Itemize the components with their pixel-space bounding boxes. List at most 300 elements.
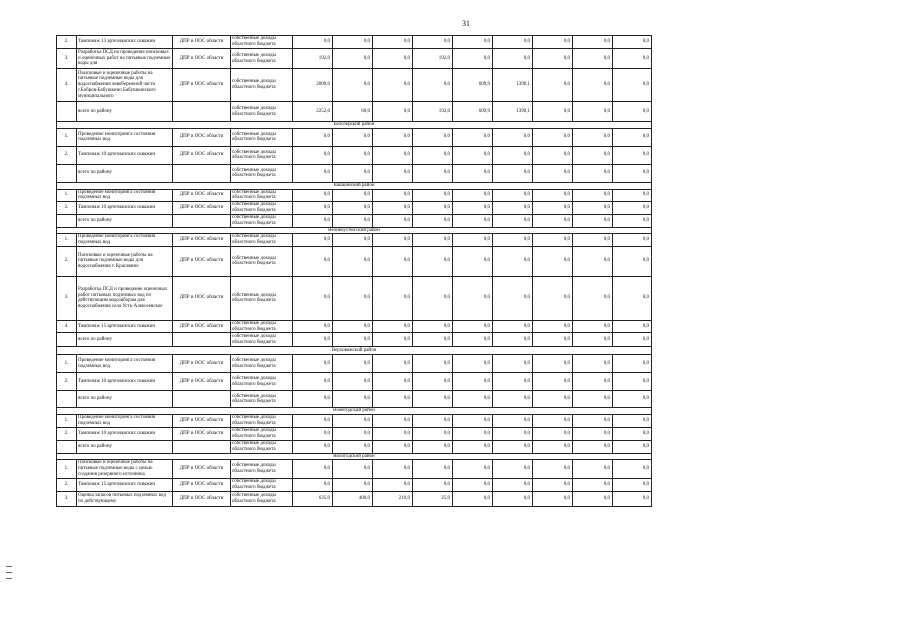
amount-cell: 0,0	[453, 36, 493, 49]
amount-cell: 0,0	[493, 146, 533, 164]
amount-cell: 400,0	[333, 491, 373, 506]
row-number	[57, 215, 77, 228]
amount-cell: 0,0	[613, 234, 652, 247]
row-number: 2.	[57, 428, 77, 441]
amount-cell: 0,0	[533, 415, 573, 428]
amount-cell: 0,0	[613, 164, 652, 182]
amount-cell: 0,0	[373, 146, 413, 164]
amount-cell: 2252,0	[293, 102, 333, 122]
amount-cell: 0,0	[373, 441, 413, 454]
funding-source: собственные доходы областного бюджета	[231, 373, 293, 391]
amount-cell: 0,0	[493, 49, 533, 69]
funding-source: собственные доходы областного бюджета	[231, 49, 293, 69]
amount-cell: 0,0	[373, 215, 413, 228]
amount-cell: 0,0	[613, 460, 652, 478]
amount-cell: 0,0	[613, 49, 652, 69]
executor: ДПР и ООС области	[173, 373, 231, 391]
amount-cell: 0,0	[533, 189, 573, 202]
executor	[173, 333, 231, 347]
amount-cell: 0,0	[493, 491, 533, 506]
funding-source: собственные доходы областного бюджета	[231, 202, 293, 215]
amount-cell: 0,0	[533, 215, 573, 228]
amount-cell: 0,0	[453, 49, 493, 69]
funding-source: собственные доходы областного бюджета	[231, 215, 293, 228]
amount-cell: 0,0	[613, 69, 652, 102]
amount-cell: 0,0	[413, 441, 453, 454]
amount-cell: 0,0	[453, 202, 493, 215]
amount-cell: 0,0	[573, 189, 613, 202]
row-number: 1.	[57, 128, 77, 146]
amount-cell: 0,0	[573, 164, 613, 182]
amount-cell: 0,0	[573, 102, 613, 122]
section-title: Вашкинский район	[57, 182, 652, 189]
amount-cell: 0,0	[293, 320, 333, 333]
measure-name: всего по району	[77, 391, 173, 408]
amount-cell: 60,0	[333, 102, 373, 122]
page-number: 31	[462, 19, 470, 28]
amount-cell: 0,0	[533, 491, 573, 506]
row-number: 2.	[57, 246, 77, 276]
measure-name: всего по району	[77, 333, 173, 347]
amount-cell: 0,0	[613, 276, 652, 320]
amount-cell: 0,0	[453, 189, 493, 202]
amount-cell: 0,0	[333, 189, 373, 202]
amount-cell: 0,0	[413, 36, 453, 49]
funding-source: собственные доходы областного бюджета	[231, 415, 293, 428]
amount-cell: 0,0	[613, 189, 652, 202]
amount-cell: 0,0	[293, 164, 333, 182]
amount-cell: 0,0	[333, 202, 373, 215]
measure-name: Тампонаж 10 артезианских скважин	[77, 373, 173, 391]
amount-cell: 0,0	[333, 355, 373, 373]
funding-source: собственные доходы областного бюджета	[231, 69, 293, 102]
amount-cell: 192,0	[413, 49, 453, 69]
amount-cell: 0,0	[333, 49, 373, 69]
amount-cell: 0,0	[373, 373, 413, 391]
amount-cell: 0,0	[413, 276, 453, 320]
amount-cell: 0,0	[453, 428, 493, 441]
amount-cell: 0,0	[333, 441, 373, 454]
amount-cell: 0,0	[533, 36, 573, 49]
section-header-row	[57, 408, 652, 415]
amount-cell: 0,0	[413, 460, 453, 478]
amount-cell: 0,0	[533, 478, 573, 491]
amount-cell: 0,0	[613, 246, 652, 276]
amount-cell: 0,0	[453, 164, 493, 182]
amount-cell: 0,0	[293, 355, 333, 373]
amount-cell: 0,0	[413, 333, 453, 347]
funding-source: собственные доходы областного бюджета	[231, 428, 293, 441]
executor: ДПР и ООС области	[173, 69, 231, 102]
amount-cell: 0,0	[333, 478, 373, 491]
measure-name: Тампонаж 10 артезианских скважин	[77, 428, 173, 441]
measure-name: Разработка ПСД и проведение оценочных работ питьевых подземных вод по действующим водозаборам для водоснабжения села Усть-Алексеевское	[77, 276, 173, 320]
amount-cell: 210,0	[373, 491, 413, 506]
row-number: 1.	[57, 189, 77, 202]
amount-cell: 0,0	[613, 415, 652, 428]
amount-cell: 0,0	[493, 355, 533, 373]
amount-cell: 0,0	[453, 234, 493, 247]
section-header-row	[57, 453, 652, 460]
amount-cell: 0,0	[453, 391, 493, 408]
funding-source: собственные доходы областного бюджета	[231, 146, 293, 164]
amount-cell: 0,0	[533, 69, 573, 102]
amount-cell: 0,0	[613, 102, 652, 122]
row-number: 4.	[57, 69, 77, 102]
table-row	[57, 234, 652, 247]
amount-cell: 0,0	[293, 460, 333, 478]
row-number	[57, 391, 77, 408]
amount-cell: 0,0	[493, 428, 533, 441]
amount-cell: 0,0	[453, 460, 493, 478]
amount-cell: 0,0	[293, 391, 333, 408]
executor: ДПР и ООС области	[173, 49, 231, 69]
amount-cell: 0,0	[613, 36, 652, 49]
amount-cell: 0,0	[573, 441, 613, 454]
executor	[173, 164, 231, 182]
amount-cell: 0,0	[613, 428, 652, 441]
executor: ДПР и ООС области	[173, 428, 231, 441]
amount-cell: 0,0	[573, 276, 613, 320]
amount-cell: 0,0	[373, 128, 413, 146]
amount-cell: 0,0	[373, 69, 413, 102]
amount-cell: 0,0	[293, 234, 333, 247]
table-row	[57, 320, 652, 333]
row-number	[57, 164, 77, 182]
amount-cell: 0,0	[373, 49, 413, 69]
amount-cell: 0,0	[373, 276, 413, 320]
row-number: 2.	[57, 146, 77, 164]
amount-cell: 0,0	[493, 128, 533, 146]
executor	[173, 391, 231, 408]
table-row	[57, 333, 652, 347]
amount-cell: 0,0	[573, 69, 613, 102]
amount-cell: 0,0	[373, 246, 413, 276]
amount-cell: 0,0	[493, 276, 533, 320]
amount-cell: 0,0	[293, 128, 333, 146]
budget-table	[56, 35, 652, 507]
amount-cell: 1390,1	[493, 102, 533, 122]
amount-cell: 0,0	[333, 276, 373, 320]
measure-name: Поисковые и оценочные работы на питьевые подземные воды для водоснабжения левобережной части г.Бобров-Бабушкино Бабушкинского муниципального	[77, 69, 173, 102]
amount-cell: 0,0	[373, 391, 413, 408]
executor: ДПР и ООС области	[173, 234, 231, 247]
amount-cell: 0,0	[493, 36, 533, 49]
amount-cell: 0,0	[573, 460, 613, 478]
amount-cell: 0,0	[573, 428, 613, 441]
amount-cell: 0,0	[333, 146, 373, 164]
amount-cell: 0,0	[533, 234, 573, 247]
section-header-row	[57, 347, 652, 355]
funding-source: собственные доходы областного бюджета	[231, 102, 293, 122]
executor: ДПР и ООС области	[173, 355, 231, 373]
amount-cell: 0,0	[573, 373, 613, 391]
executor: ДПР и ООС области	[173, 460, 231, 478]
amount-cell: 192,0	[413, 102, 453, 122]
amount-cell: 0,0	[293, 415, 333, 428]
amount-cell: 0,0	[453, 128, 493, 146]
measure-name: Тампонаж 15 артезианских скважин	[77, 478, 173, 491]
amount-cell: 0,0	[533, 246, 573, 276]
funding-source: собственные доходы областного бюджета	[231, 36, 293, 49]
amount-cell: 0,0	[413, 428, 453, 441]
budget-table-container	[56, 35, 651, 507]
funding-source: собственные доходы областного бюджета	[231, 128, 293, 146]
row-number: 3.	[57, 276, 77, 320]
measure-name: Проведение мониторинга состояния подземных вод	[77, 415, 173, 428]
amount-cell: 0,0	[413, 164, 453, 182]
row-number: 3.	[57, 49, 77, 69]
measure-name: всего по району	[77, 215, 173, 228]
amount-cell: 0,0	[373, 478, 413, 491]
amount-cell: 0,0	[293, 36, 333, 49]
margin-mark	[6, 566, 12, 567]
amount-cell: 0,0	[493, 415, 533, 428]
table-row	[57, 69, 652, 102]
table-row	[57, 215, 652, 228]
amount-cell: 0,0	[373, 189, 413, 202]
amount-cell: 0,0	[373, 234, 413, 247]
amount-cell: 0,0	[413, 391, 453, 408]
amount-cell: 0,0	[333, 234, 373, 247]
amount-cell: 0,0	[293, 441, 333, 454]
table-row	[57, 49, 652, 69]
amount-cell: 0,0	[373, 428, 413, 441]
amount-cell: 0,0	[413, 355, 453, 373]
executor: ДПР и ООС области	[173, 320, 231, 333]
table-row	[57, 415, 652, 428]
measure-name: Проведение мониторинга состояния подземных вод	[77, 128, 173, 146]
amount-cell: 635,0	[293, 491, 333, 506]
section-title: Вологодский район	[57, 453, 652, 460]
amount-cell: 0,0	[413, 246, 453, 276]
row-number	[57, 441, 77, 454]
amount-cell: 0,0	[573, 146, 613, 164]
row-number: 1.	[57, 355, 77, 373]
row-number: 2.	[57, 202, 77, 215]
executor	[173, 215, 231, 228]
amount-cell: 0,0	[453, 276, 493, 320]
executor: ДПР и ООС области	[173, 202, 231, 215]
funding-source: собственные доходы областного бюджета	[231, 391, 293, 408]
funding-source: собственные доходы областного бюджета	[231, 189, 293, 202]
amount-cell: 0,0	[533, 146, 573, 164]
funding-source: собственные доходы областного бюджета	[231, 164, 293, 182]
table-row	[57, 391, 652, 408]
table-body	[57, 36, 652, 507]
amount-cell: 0,0	[453, 491, 493, 506]
amount-cell: 0,0	[493, 234, 533, 247]
amount-cell: 0,0	[453, 415, 493, 428]
amount-cell: 0,0	[413, 478, 453, 491]
amount-cell: 0,0	[573, 415, 613, 428]
amount-cell: 0,0	[453, 478, 493, 491]
executor: ДПР и ООС области	[173, 415, 231, 428]
amount-cell: 0,0	[613, 491, 652, 506]
amount-cell: 0,0	[373, 102, 413, 122]
amount-cell: 0,0	[293, 333, 333, 347]
amount-cell: 0,0	[573, 246, 613, 276]
amount-cell: 0,0	[533, 333, 573, 347]
table-row	[57, 428, 652, 441]
amount-cell: 0,0	[533, 202, 573, 215]
amount-cell: 0,0	[413, 215, 453, 228]
amount-cell: 0,0	[413, 234, 453, 247]
amount-cell: 0,0	[333, 69, 373, 102]
amount-cell: 25,0	[413, 491, 453, 506]
amount-cell: 609,9	[453, 102, 493, 122]
margin-mark	[6, 578, 12, 579]
row-number: 4.	[57, 320, 77, 333]
amount-cell: 0,0	[493, 189, 533, 202]
amount-cell: 0,0	[453, 441, 493, 454]
row-number: 2.	[57, 36, 77, 49]
amount-cell: 0,0	[293, 276, 333, 320]
amount-cell: 0,0	[533, 128, 573, 146]
amount-cell: 0,0	[493, 320, 533, 333]
section-title: Верховажский район	[57, 347, 652, 355]
amount-cell: 0,0	[333, 36, 373, 49]
amount-cell: 0,0	[333, 320, 373, 333]
amount-cell: 0,0	[373, 355, 413, 373]
amount-cell: 0,0	[533, 460, 573, 478]
amount-cell: 0,0	[373, 164, 413, 182]
section-header-row	[57, 122, 652, 129]
table-row	[57, 36, 652, 49]
executor: ДПР и ООС области	[173, 128, 231, 146]
table-row	[57, 128, 652, 146]
table-row	[57, 189, 652, 202]
amount-cell: 0,0	[333, 460, 373, 478]
amount-cell: 0,0	[413, 146, 453, 164]
row-number: 1.	[57, 234, 77, 247]
section-header-row	[57, 182, 652, 189]
funding-source: собственные доходы областного бюджета	[231, 491, 293, 506]
amount-cell: 0,0	[493, 478, 533, 491]
amount-cell: 0,0	[413, 69, 453, 102]
amount-cell: 0,0	[333, 428, 373, 441]
table-row	[57, 355, 652, 373]
amount-cell: 0,0	[533, 428, 573, 441]
amount-cell: 0,0	[413, 415, 453, 428]
measure-name: Тампонаж 13 артезианских скважин	[77, 36, 173, 49]
executor	[173, 441, 231, 454]
executor: ДПР и ООС области	[173, 36, 231, 49]
amount-cell: 0,0	[453, 333, 493, 347]
measure-name: Тампонаж 10 артезианских скважин	[77, 202, 173, 215]
table-row	[57, 276, 652, 320]
amount-cell: 0,0	[373, 320, 413, 333]
amount-cell: 0,0	[413, 128, 453, 146]
amount-cell: 0,0	[573, 391, 613, 408]
amount-cell: 0,0	[533, 441, 573, 454]
amount-cell: 0,0	[373, 36, 413, 49]
table-row	[57, 478, 652, 491]
amount-cell: 0,0	[613, 391, 652, 408]
amount-cell: 0,0	[293, 428, 333, 441]
amount-cell: 0,0	[613, 215, 652, 228]
amount-cell: 0,0	[373, 415, 413, 428]
amount-cell: 0,0	[493, 373, 533, 391]
table-row	[57, 460, 652, 478]
executor: ДПР и ООС области	[173, 491, 231, 506]
section-title: Вожегодский район	[57, 408, 652, 415]
amount-cell: 0,0	[573, 215, 613, 228]
row-number: 3.	[57, 491, 77, 506]
row-number	[57, 102, 77, 122]
amount-cell: 0,0	[533, 373, 573, 391]
amount-cell: 0,0	[333, 333, 373, 347]
table-row	[57, 146, 652, 164]
executor: ДПР и ООС области	[173, 246, 231, 276]
amount-cell: 0,0	[333, 215, 373, 228]
amount-cell: 0,0	[573, 320, 613, 333]
amount-cell: 0,0	[453, 146, 493, 164]
measure-name: Поисковые и оценочные работы на питьевые подземные воды с целью создания резервного источника	[77, 460, 173, 478]
amount-cell: 0,0	[533, 276, 573, 320]
amount-cell: 0,0	[333, 246, 373, 276]
amount-cell: 0,0	[573, 36, 613, 49]
amount-cell: 0,0	[533, 164, 573, 182]
amount-cell: 0,0	[413, 189, 453, 202]
funding-source: собственные доходы областного бюджета	[231, 460, 293, 478]
executor: ДПР и ООС области	[173, 189, 231, 202]
amount-cell: 0,0	[333, 391, 373, 408]
amount-cell: 0,0	[573, 491, 613, 506]
amount-cell: 0,0	[333, 415, 373, 428]
amount-cell: 0,0	[493, 441, 533, 454]
amount-cell: 0,0	[533, 391, 573, 408]
amount-cell: 0,0	[333, 128, 373, 146]
amount-cell: 609,9	[453, 69, 493, 102]
row-number: 2.	[57, 478, 77, 491]
funding-source: собственные доходы областного бюджета	[231, 478, 293, 491]
table-row	[57, 246, 652, 276]
funding-source: собственные доходы областного бюджета	[231, 333, 293, 347]
measure-name: Тампонаж 10 артезианских скважин	[77, 146, 173, 164]
amount-cell: 0,0	[493, 164, 533, 182]
section-title: Белозерский район	[57, 122, 652, 129]
amount-cell: 0,0	[613, 320, 652, 333]
executor: ДПР и ООС области	[173, 478, 231, 491]
amount-cell: 0,0	[573, 49, 613, 69]
amount-cell: 0,0	[333, 373, 373, 391]
amount-cell: 0,0	[293, 246, 333, 276]
amount-cell: 0,0	[373, 460, 413, 478]
table-row	[57, 102, 652, 122]
amount-cell: 0,0	[453, 215, 493, 228]
funding-source: собственные доходы областного бюджета	[231, 320, 293, 333]
amount-cell: 192,0	[293, 49, 333, 69]
amount-cell: 0,0	[533, 102, 573, 122]
measure-name: Тампонаж 15 артезианских скважин	[77, 320, 173, 333]
row-number: 1.	[57, 415, 77, 428]
row-number: 2.	[57, 373, 77, 391]
table-row	[57, 373, 652, 391]
funding-source: собственные доходы областного бюджета	[231, 234, 293, 247]
amount-cell: 0,0	[613, 355, 652, 373]
measure-name: Оценка запасов питьевых подземных вод по действующему	[77, 491, 173, 506]
measure-name: Проведение мониторинга состояния подземных вод	[77, 189, 173, 202]
amount-cell: 0,0	[493, 215, 533, 228]
amount-cell: 0,0	[293, 189, 333, 202]
amount-cell: 0,0	[613, 146, 652, 164]
measure-name: Проведение мониторинга состояния подземных вод	[77, 234, 173, 247]
amount-cell: 0,0	[573, 355, 613, 373]
amount-cell: 0,0	[333, 164, 373, 182]
amount-cell: 2000,0	[293, 69, 333, 102]
measure-name: Разработка ПСД на проведение поисковых и оценочных работ на питьевые подземные воды для	[77, 49, 173, 69]
